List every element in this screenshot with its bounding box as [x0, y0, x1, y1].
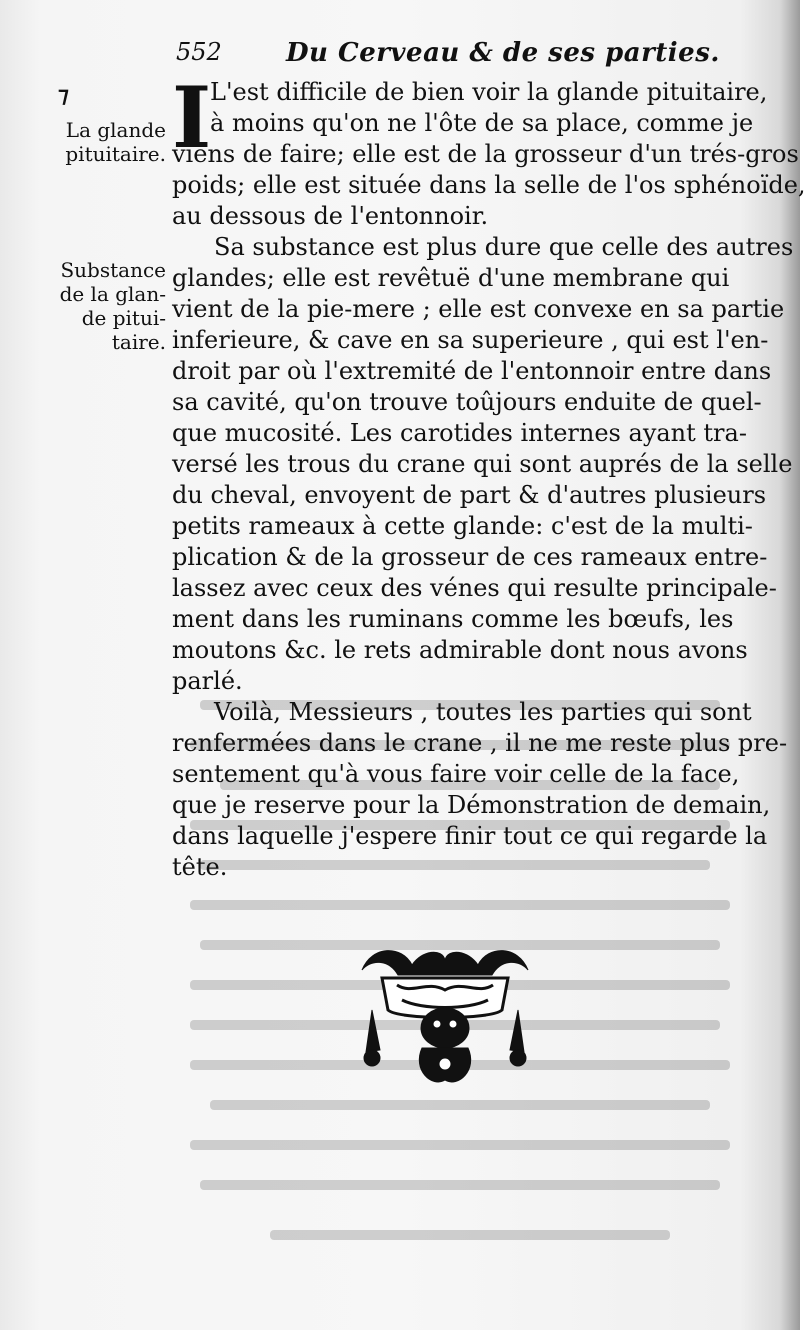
margin-note-line: de pitui- [81, 306, 166, 330]
body-line: L'est difficile de bien voir la glande pituitaire, [210, 78, 768, 106]
running-title: Du Cerveau & de ses parties. [286, 38, 720, 68]
margin-note-line: Substance [60, 258, 166, 282]
margin-note-glande-pituitaire [54, 118, 166, 166]
body-line: glandes; elle est revêtuë d'une membrane qui [172, 264, 730, 292]
body-line: vient de la pie-mere ; elle est convexe en sa partie [172, 295, 785, 323]
body-line: parlé. [172, 667, 243, 695]
margin-note-line: pituitaire. [65, 142, 166, 166]
body-line: au dessous de l'entonnoir. [172, 202, 489, 230]
body-line: viens de faire; elle est de la grosseur d'un trés-gros [172, 140, 799, 168]
body-line: moutons &c. le rets admirable dont nous avons [172, 636, 748, 664]
body-line: poids; elle est située dans la selle de l'os sphénoïde, [172, 171, 806, 199]
body-line: du cheval, envoyent de part & d'autres plusieurs [172, 481, 767, 509]
margin-note-line: La glande [65, 118, 166, 142]
body-line: sa cavité, qu'on trouve toûjours enduite de quel- [172, 388, 762, 416]
body-line: inferieure, & cave en sa superieure , qui est l'en- [172, 326, 769, 354]
body-line: dans laquelle j'espere finir tout ce qui regarde la [172, 822, 768, 850]
body-line: ment dans les ruminans comme les bœufs, les [172, 605, 734, 633]
page-header [176, 38, 756, 78]
drop-cap: I [172, 68, 212, 167]
body-line: renfermées dans le crane , il ne me reste plus pre- [172, 729, 788, 757]
body-line: petits rameaux à cette glande: c'est de la multi- [172, 512, 753, 540]
body-text [172, 68, 806, 883]
margin-note-line: de la glan- [59, 282, 166, 306]
body-line: à moins qu'on ne l'ôte de sa place, comme je [210, 109, 754, 137]
margin-note-line: taire. [111, 330, 166, 354]
body-line: sentement qu'à vous faire voir celle de la face, [172, 760, 740, 788]
margin-mark-icon: ⁊ [58, 82, 69, 108]
body-line: Voilà, Messieurs , toutes les parties qui sont [214, 698, 752, 726]
page-number: 552 [176, 38, 222, 66]
body-line: tête. [172, 853, 228, 881]
body-line: lassez avec ceux des vénes qui resulte principale- [172, 574, 777, 602]
body-line: droit par où l'extremité de l'entonnoir entre dans [172, 357, 772, 385]
body-line: versé les trous du crane qui sont auprés de la selle [172, 450, 793, 478]
margin-note-substance [54, 258, 166, 354]
printer-ornament-icon [352, 940, 538, 1090]
body-line: Sa substance est plus dure que celle des autres [214, 233, 794, 261]
body-line: que je reserve pour la Démonstration de demain, [172, 791, 771, 819]
body-line: que mucosité. Les carotides internes ayant tra- [172, 419, 747, 447]
body-line: plication & de la grosseur de ces rameaux entre- [172, 543, 768, 571]
